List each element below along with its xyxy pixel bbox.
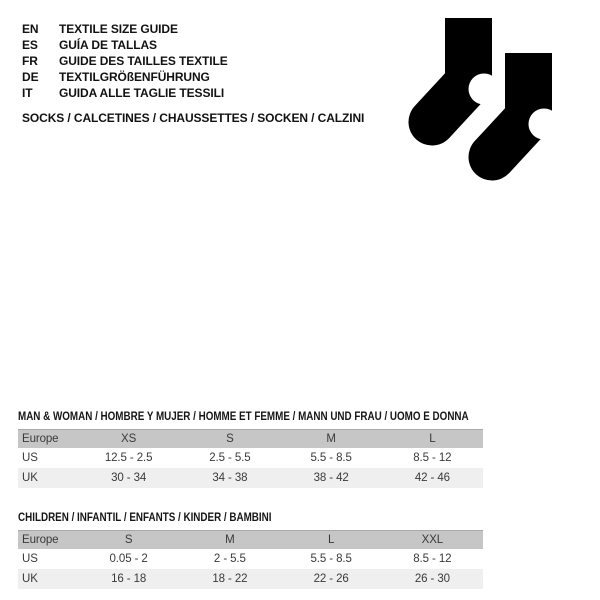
language-list xyxy=(22,21,228,101)
row-label: UK xyxy=(22,471,38,484)
language-label: GUÍA DE TALLAS xyxy=(59,38,157,52)
column-header-size-s: S xyxy=(179,430,280,448)
table-row-us xyxy=(18,549,483,569)
table-header-row xyxy=(18,430,483,448)
size-value: 2 - 5.5 xyxy=(213,552,246,565)
size-value: 38 - 42 xyxy=(313,471,349,484)
column-header-size-l: L xyxy=(281,531,382,549)
size-value: 5.5 - 8.5 xyxy=(310,552,352,565)
language-code: ES xyxy=(22,38,38,52)
column-header-size-s: S xyxy=(78,531,179,549)
column-header-region: Europe xyxy=(18,430,78,448)
sock-back xyxy=(432,18,500,122)
language-row-es xyxy=(22,37,228,53)
size-value: 2.5 - 5.5 xyxy=(209,451,251,464)
language-row-en xyxy=(22,21,228,37)
size-value: 26 - 30 xyxy=(414,572,450,585)
language-row-de xyxy=(22,69,228,85)
size-table-children xyxy=(18,511,483,589)
language-code: IT xyxy=(22,86,33,100)
children-size-table xyxy=(18,530,483,589)
size-value: 8.5 - 12 xyxy=(413,451,452,464)
language-label: GUIDA ALLE TAGLIE TESSILI xyxy=(59,86,225,100)
size-value: 42 - 46 xyxy=(414,471,450,484)
language-label: GUIDE DES TAILLES TEXTILE xyxy=(59,54,228,68)
language-label: TEXTILE SIZE GUIDE xyxy=(59,22,178,36)
size-value: 0.05 - 2 xyxy=(109,552,148,565)
size-table-adults xyxy=(18,410,483,488)
size-value: 5.5 - 8.5 xyxy=(310,451,352,464)
column-header-region: Europe xyxy=(18,531,78,549)
column-header-size-m: M xyxy=(281,430,382,448)
language-code: EN xyxy=(22,22,39,36)
language-row-fr xyxy=(22,53,228,69)
row-label: UK xyxy=(22,572,38,585)
column-header-size-l: L xyxy=(382,430,483,448)
adults-size-table xyxy=(18,429,483,488)
table-row-uk xyxy=(18,468,483,488)
language-row-it xyxy=(22,85,228,101)
language-label: TEXTILGRÖßENFÜHRUNG xyxy=(59,70,210,84)
language-code: DE xyxy=(22,70,39,84)
size-value: 8.5 - 12 xyxy=(413,552,452,565)
size-value: 18 - 22 xyxy=(212,572,248,585)
language-code: FR xyxy=(22,54,38,68)
size-value: 16 - 18 xyxy=(111,572,147,585)
category-title: SOCKS / CALCETINES / CHAUSSETTES / SOCKEN / CALZINI xyxy=(22,111,365,125)
table-row-us xyxy=(18,448,483,468)
size-value: 22 - 26 xyxy=(313,572,349,585)
socks-icon xyxy=(408,16,564,188)
table-row-uk xyxy=(18,569,483,589)
column-header-size-xs: XS xyxy=(78,430,179,448)
size-value: 12.5 - 2.5 xyxy=(104,451,153,464)
row-label: US xyxy=(22,552,38,565)
table-title-children: CHILDREN / INFANTIL / ENFANTS / KINDER / BAMBINI xyxy=(18,510,272,524)
row-label: US xyxy=(22,451,38,464)
column-header-size-m: M xyxy=(179,531,280,549)
size-value: 34 - 38 xyxy=(212,471,248,484)
table-header-row xyxy=(18,531,483,549)
table-title-adults: MAN & WOMAN / HOMBRE Y MUJER / HOMME ET FEMME / MANN UND FRAU / UOMO E DONNA xyxy=(18,409,469,423)
sock-front xyxy=(492,53,560,157)
column-header-size-xxl: XXL xyxy=(382,531,483,549)
size-value: 30 - 34 xyxy=(111,471,147,484)
